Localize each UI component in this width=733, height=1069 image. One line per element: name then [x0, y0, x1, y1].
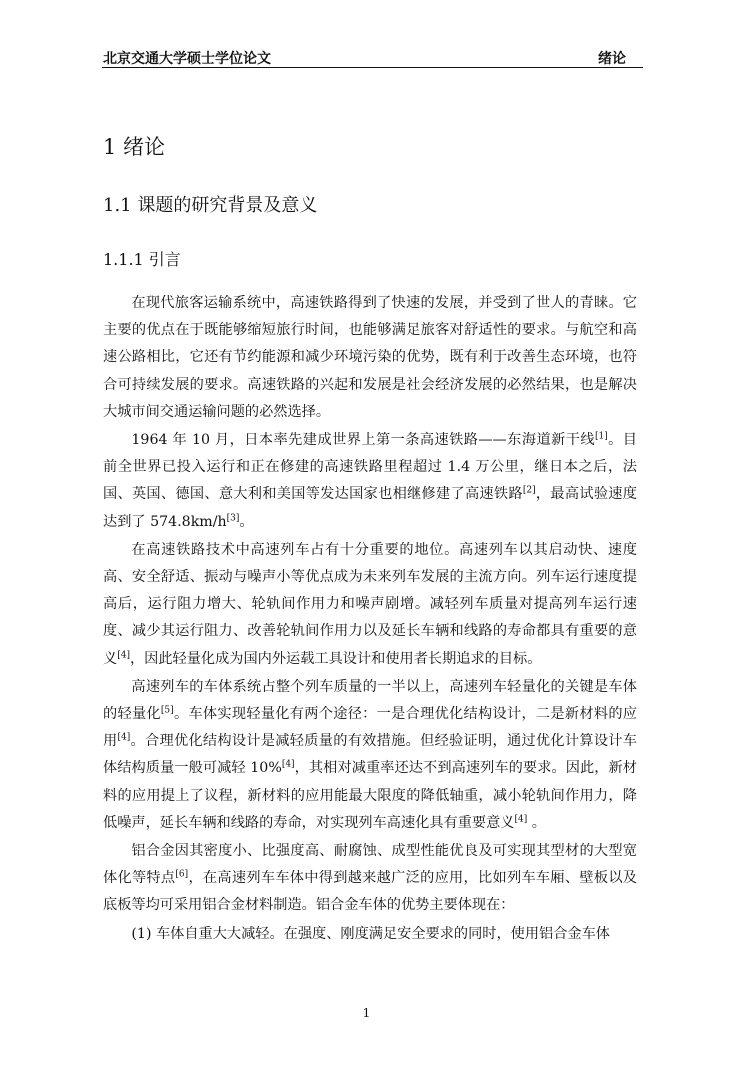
paragraph-text: 1964 年 10 月，日本率先建成世界上第一条高速铁路——东海道新干线: [131, 432, 595, 449]
paragraph-text: ，其相对减重率还达不到高速列车的要求。因此，新材料的应用提上了议程，新材料的应用能最大限度的降低轴重，减小轮轨间作用力，降低噪声，延长车辆和线路的寿命，对实现列车高速化具有重要意义: [103, 760, 637, 831]
citation-reference: [5]: [160, 705, 174, 716]
citation-reference: [6]: [175, 869, 189, 880]
citation-reference: [2]: [522, 485, 536, 496]
paragraph: [103, 674, 637, 837]
citation-reference: [4]: [514, 814, 528, 825]
paragraph: [103, 537, 637, 673]
subsection-heading: 1.1.1 引言: [103, 250, 181, 269]
paragraph-text: ，因此轻量化成为国内外运载工具设计和使用者长期追求的目标。: [129, 650, 542, 667]
citation-reference: [4]: [117, 732, 131, 743]
page-number: 1: [362, 1006, 371, 1020]
paragraph-text: 高速列车的车体系统占整个列车质量的一半以上，高速列车轻量化的关键是车体的轻量化: [103, 678, 637, 723]
citation-reference: [4]: [117, 649, 130, 660]
paragraph-text: ，在高速列车车体中得到越来越广泛的应用，比如列车车厢、壁板以及底板等均可采用铝合金材料制造。铝合金车体的优势主要体现在：: [103, 870, 637, 914]
paragraph: [103, 427, 637, 536]
paragraph-text: 。: [239, 513, 254, 530]
citation-reference: [1]: [594, 431, 608, 442]
citation-reference: [3]: [226, 512, 240, 523]
paragraph-text: 。合理优化结构设计是减轻质量的有效措施。但经验证明，通过优化计算设计车体结构质量一般可减轻 10%: [103, 733, 637, 777]
paragraph-text: ，最高试验速度达到了 574.8km/h: [103, 486, 637, 530]
paragraph-text: (1) 车体自重大大减轻。在强度、刚度满足安全要求的同时，使用铝合金车体: [131, 925, 610, 942]
paragraph-text: 在高速铁路技术中高速列车占有十分重要的地位。高速列车以其启动快、速度高、安全舒适、振动与噪声小等优点成为未来列车发展的主流方向。列车运行速度提高后，运行阻力增大、轮轨间作用力和噪声剧增。减轻列车质量对提高列车运行速度、减少其运行阻力、改善轮轨间作用力以及延长车辆和线路的寿命都具有重要的意义: [103, 541, 637, 667]
paragraph-text: 。目前全世界已投入运行和正在修建的高速铁路里程超过 1.4 万公里，继日本之后，法国、英国、德国、意大利和美国等发达国家也相继修建了高速铁路: [103, 432, 637, 503]
paragraph-text: 。车体实现轻量化有两个途径：一是合理优化结构设计，二是新材料的应用: [103, 706, 637, 750]
paragraph: [103, 838, 637, 920]
paragraph-text: 铝合金因其密度小、比强度高、耐腐蚀、成型性能优良及可实现其型材的大型宽体化等特点: [103, 843, 637, 887]
paragraph-text: 。: [527, 814, 546, 831]
header-rule: [102, 67, 643, 68]
chapter-heading: 1 绪论: [103, 135, 166, 159]
paragraph: [103, 921, 637, 948]
section-heading: 1.1 课题的研究背景及意义: [103, 195, 318, 216]
body-text: [103, 290, 637, 948]
running-header-chapter: 绪论: [598, 51, 626, 67]
paragraph: [103, 290, 637, 426]
running-header-title: 北京交通大学硕士学位论文: [103, 51, 271, 67]
paragraph-text: 在现代旅客运输系统中，高速铁路得到了快速的发展，并受到了世人的青睐。它主要的优点在于既能够缩短旅行时间，也能够满足旅客对舒适性的要求。与航空和高速公路相比，它还有节约能源和减少环境污染的优势，既有利于改善生态环境，也符合可持续发展的要求。高速铁路的兴起和发展是社会经济发展的必然结果，也是解决大城市间交通运输问题的必然选择。: [103, 295, 637, 420]
citation-reference: [4]: [281, 759, 295, 770]
